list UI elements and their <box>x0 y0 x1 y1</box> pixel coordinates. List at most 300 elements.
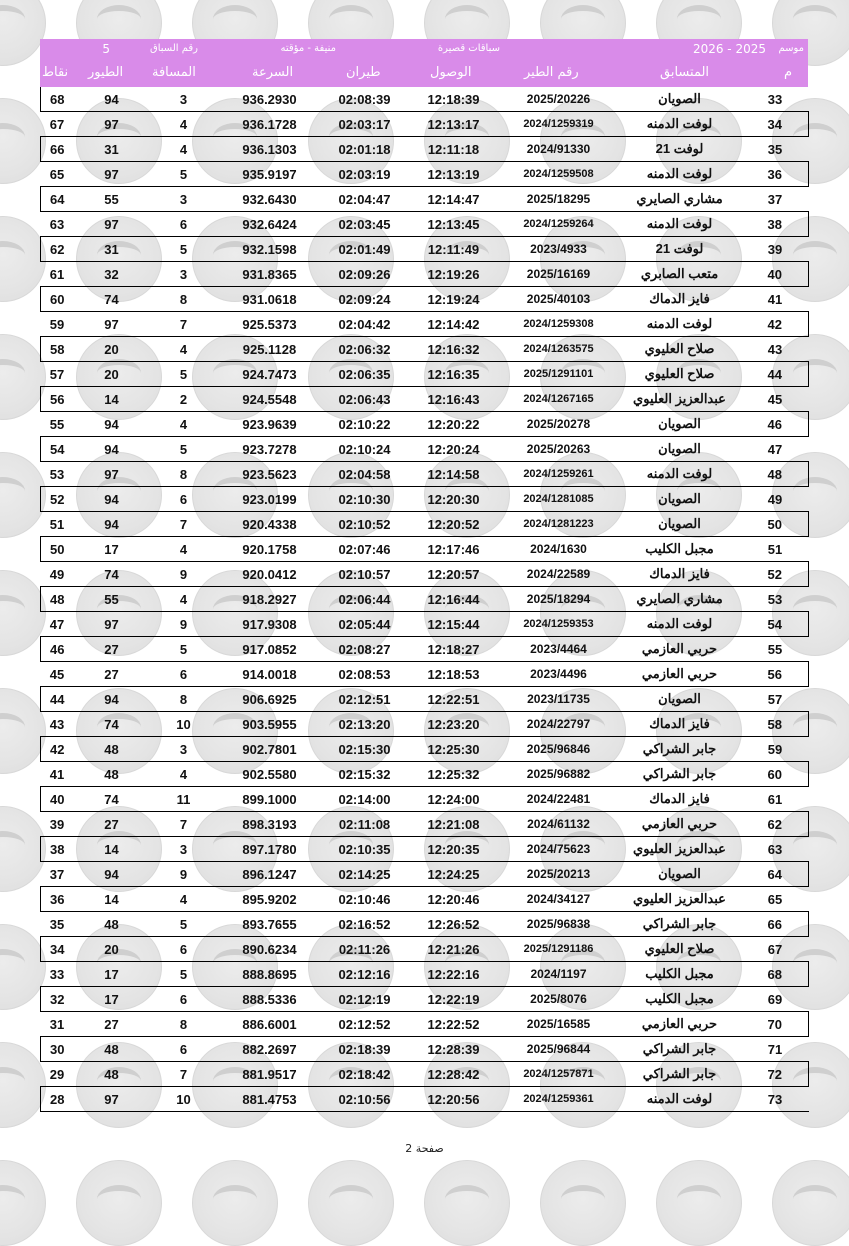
cell-arrival: 12:14:47 <box>408 187 500 212</box>
cell-ring: 2023/4496 <box>500 662 618 687</box>
cell-flight: 02:12:16 <box>322 962 408 987</box>
cell-speed: 899.1000 <box>218 787 322 812</box>
table-row <box>41 212 809 237</box>
cell-speed: 924.7473 <box>218 362 322 387</box>
cell-birds: 55 <box>74 587 150 612</box>
cell-ring: 2024/1259261 <box>500 462 618 487</box>
cell-distance: 4 <box>150 537 218 562</box>
cell-ring: 2024/1259319 <box>500 112 618 137</box>
cell-racer: جابر الشراكي <box>618 762 742 787</box>
cell-distance: 5 <box>150 437 218 462</box>
cell-distance: 3 <box>150 737 218 762</box>
cell-num: 68 <box>742 962 809 987</box>
header-info-bar <box>40 39 808 61</box>
table-row <box>41 1062 809 1087</box>
cell-birds: 74 <box>74 287 150 312</box>
watermark-logo <box>192 1160 278 1246</box>
cell-ring: 2024/1281085 <box>500 487 618 512</box>
cell-distance: 5 <box>150 162 218 187</box>
cell-arrival: 12:13:19 <box>408 162 500 187</box>
cell-flight: 02:03:45 <box>322 212 408 237</box>
cell-birds: 48 <box>74 1062 150 1087</box>
cell-points: 66 <box>41 137 74 162</box>
cell-birds: 94 <box>74 512 150 537</box>
col-header-num: م <box>784 65 793 80</box>
watermark-logo <box>772 1160 849 1246</box>
cell-points: 29 <box>41 1062 74 1087</box>
cell-points: 34 <box>41 937 74 962</box>
cell-racer: عبدالعزيز العليوي <box>618 387 742 412</box>
cell-birds: 48 <box>74 762 150 787</box>
cell-birds: 48 <box>74 1037 150 1062</box>
cell-speed: 918.2927 <box>218 587 322 612</box>
cell-birds: 27 <box>74 662 150 687</box>
cell-num: 64 <box>742 862 809 887</box>
cell-birds: 20 <box>74 337 150 362</box>
cell-arrival: 12:14:58 <box>408 462 500 487</box>
cell-racer: حربي العازمي <box>618 662 742 687</box>
cell-speed: 906.6925 <box>218 687 322 712</box>
cell-distance: 3 <box>150 187 218 212</box>
cell-arrival: 12:20:52 <box>408 512 500 537</box>
cell-arrival: 12:28:39 <box>408 1037 500 1062</box>
cell-flight: 02:10:46 <box>322 887 408 912</box>
cell-points: 41 <box>41 762 74 787</box>
cell-num: 44 <box>742 362 809 387</box>
cell-birds: 20 <box>74 937 150 962</box>
cell-num: 69 <box>742 987 809 1012</box>
watermark-logo <box>656 1160 742 1246</box>
cell-points: 48 <box>41 587 74 612</box>
table-row <box>41 762 809 787</box>
cell-birds: 20 <box>74 362 150 387</box>
cell-points: 51 <box>41 512 74 537</box>
cell-ring: 2024/1263575 <box>500 337 618 362</box>
results-body <box>41 87 809 1112</box>
cell-flight: 02:06:44 <box>322 587 408 612</box>
cell-speed: 925.1128 <box>218 337 322 362</box>
cell-flight: 02:10:22 <box>322 412 408 437</box>
cell-points: 33 <box>41 962 74 987</box>
cell-flight: 02:13:20 <box>322 712 408 737</box>
cell-racer: لوفت الدمنه <box>618 462 742 487</box>
cell-num: 61 <box>742 787 809 812</box>
cell-racer: جابر الشراكي <box>618 1062 742 1087</box>
table-row <box>41 662 809 687</box>
cell-racer: مجبل الكليب <box>618 987 742 1012</box>
cell-birds: 97 <box>74 212 150 237</box>
cell-distance: 10 <box>150 1087 218 1112</box>
cell-ring: 2025/1291186 <box>500 937 618 962</box>
cell-flight: 02:05:44 <box>322 612 408 637</box>
cell-distance: 3 <box>150 87 218 112</box>
cell-distance: 2 <box>150 387 218 412</box>
cell-racer: الصويان <box>618 862 742 887</box>
cell-birds: 94 <box>74 687 150 712</box>
cell-points: 32 <box>41 987 74 1012</box>
cell-num: 58 <box>742 712 809 737</box>
cell-birds: 94 <box>74 412 150 437</box>
cell-points: 31 <box>41 1012 74 1037</box>
cell-birds: 97 <box>74 112 150 137</box>
cell-num: 47 <box>742 437 809 462</box>
cell-points: 50 <box>41 537 74 562</box>
cell-birds: 74 <box>74 562 150 587</box>
cell-arrival: 12:13:17 <box>408 112 500 137</box>
cell-speed: 925.5373 <box>218 312 322 337</box>
cell-birds: 31 <box>74 237 150 262</box>
cell-points: 37 <box>41 862 74 887</box>
cell-speed: 936.1728 <box>218 112 322 137</box>
table-row <box>41 237 809 262</box>
table-row <box>41 1012 809 1037</box>
cell-speed: 923.0199 <box>218 487 322 512</box>
cell-arrival: 12:19:26 <box>408 262 500 287</box>
cell-speed: 923.5623 <box>218 462 322 487</box>
cell-flight: 02:07:46 <box>322 537 408 562</box>
cell-racer: الصويان <box>618 412 742 437</box>
cell-points: 45 <box>41 662 74 687</box>
cell-arrival: 12:21:08 <box>408 812 500 837</box>
col-header-speed: السرعة <box>252 65 294 80</box>
cell-points: 35 <box>41 912 74 937</box>
cell-racer: مجبل الكليب <box>618 537 742 562</box>
cell-racer: لوفت الدمنه <box>618 212 742 237</box>
cell-arrival: 12:13:45 <box>408 212 500 237</box>
cell-speed: 888.8695 <box>218 962 322 987</box>
cell-birds: 48 <box>74 912 150 937</box>
cell-arrival: 12:17:46 <box>408 537 500 562</box>
cell-flight: 02:10:57 <box>322 562 408 587</box>
cell-racer: لوفت الدمنه <box>618 1087 742 1112</box>
cell-points: 39 <box>41 812 74 837</box>
race-status: منيفة - مؤقته <box>280 43 336 54</box>
cell-arrival: 12:25:30 <box>408 737 500 762</box>
race-type: سباقات قصيرة <box>437 43 500 54</box>
cell-speed: 886.6001 <box>218 1012 322 1037</box>
table-row <box>41 337 809 362</box>
cell-num: 41 <box>742 287 809 312</box>
cell-birds: 74 <box>74 787 150 812</box>
table-row <box>41 737 809 762</box>
cell-birds: 27 <box>74 637 150 662</box>
cell-arrival: 12:14:42 <box>408 312 500 337</box>
cell-points: 49 <box>41 562 74 587</box>
cell-ring: 2024/22481 <box>500 787 618 812</box>
cell-points: 60 <box>41 287 74 312</box>
watermark-logo <box>0 1160 46 1246</box>
cell-arrival: 12:20:46 <box>408 887 500 912</box>
cell-arrival: 12:16:32 <box>408 337 500 362</box>
table-row <box>41 262 809 287</box>
cell-points: 58 <box>41 337 74 362</box>
cell-num: 35 <box>742 137 809 162</box>
table-row <box>41 312 809 337</box>
cell-ring: 2025/20226 <box>500 87 618 112</box>
table-row <box>41 137 809 162</box>
table-row <box>41 787 809 812</box>
cell-ring: 2024/1267165 <box>500 387 618 412</box>
table-row <box>41 87 809 112</box>
cell-arrival: 12:22:16 <box>408 962 500 987</box>
cell-flight: 02:12:52 <box>322 1012 408 1037</box>
cell-num: 70 <box>742 1012 809 1037</box>
cell-racer: متعب الصابري <box>618 262 742 287</box>
watermark-logo <box>308 1160 394 1246</box>
table-row <box>41 1087 809 1112</box>
cell-points: 64 <box>41 187 74 212</box>
cell-speed: 936.2930 <box>218 87 322 112</box>
cell-speed: 914.0018 <box>218 662 322 687</box>
cell-num: 45 <box>742 387 809 412</box>
cell-num: 38 <box>742 212 809 237</box>
cell-speed: 898.3193 <box>218 812 322 837</box>
cell-speed: 893.7655 <box>218 912 322 937</box>
table-row <box>41 112 809 137</box>
cell-num: 62 <box>742 812 809 837</box>
cell-distance: 6 <box>150 1037 218 1062</box>
cell-flight: 02:12:51 <box>322 687 408 712</box>
cell-arrival: 12:20:30 <box>408 487 500 512</box>
cell-speed: 932.6424 <box>218 212 322 237</box>
cell-flight: 02:03:17 <box>322 112 408 137</box>
cell-arrival: 12:20:57 <box>408 562 500 587</box>
col-header-ring: رقم الطير <box>524 65 579 80</box>
cell-ring: 2023/4933 <box>500 237 618 262</box>
page-footer <box>0 1142 849 1155</box>
cell-racer: حربي العازمي <box>618 812 742 837</box>
cell-distance: 5 <box>150 962 218 987</box>
cell-distance: 4 <box>150 112 218 137</box>
cell-distance: 3 <box>150 262 218 287</box>
cell-speed: 895.9202 <box>218 887 322 912</box>
cell-arrival: 12:18:39 <box>408 87 500 112</box>
cell-num: 56 <box>742 662 809 687</box>
cell-racer: حربي العازمي <box>618 1012 742 1037</box>
table-row <box>41 487 809 512</box>
cell-birds: 97 <box>74 162 150 187</box>
cell-ring: 2024/1259353 <box>500 612 618 637</box>
cell-speed: 896.1247 <box>218 862 322 887</box>
results-table <box>40 87 809 1112</box>
cell-arrival: 12:28:42 <box>408 1062 500 1087</box>
cell-distance: 9 <box>150 862 218 887</box>
cell-racer: صلاح العليوي <box>618 362 742 387</box>
cell-birds: 27 <box>74 812 150 837</box>
cell-flight: 02:14:25 <box>322 862 408 887</box>
cell-distance: 5 <box>150 912 218 937</box>
cell-racer: جابر الشراكي <box>618 912 742 937</box>
cell-racer: الصويان <box>618 487 742 512</box>
cell-num: 50 <box>742 512 809 537</box>
cell-num: 37 <box>742 187 809 212</box>
cell-flight: 02:10:24 <box>322 437 408 462</box>
cell-points: 59 <box>41 312 74 337</box>
cell-distance: 6 <box>150 937 218 962</box>
cell-distance: 8 <box>150 687 218 712</box>
cell-ring: 2025/40103 <box>500 287 618 312</box>
cell-racer: صلاح العليوي <box>618 937 742 962</box>
cell-ring: 2025/96882 <box>500 762 618 787</box>
cell-flight: 02:10:52 <box>322 512 408 537</box>
cell-points: 47 <box>41 612 74 637</box>
table-row <box>41 562 809 587</box>
cell-num: 52 <box>742 562 809 587</box>
cell-ring: 2025/18295 <box>500 187 618 212</box>
cell-num: 63 <box>742 837 809 862</box>
cell-speed: 920.0412 <box>218 562 322 587</box>
table-row <box>41 687 809 712</box>
cell-ring: 2024/22797 <box>500 712 618 737</box>
cell-birds: 94 <box>74 862 150 887</box>
cell-flight: 02:10:30 <box>322 487 408 512</box>
cell-num: 59 <box>742 737 809 762</box>
cell-racer: فايز الدماك <box>618 287 742 312</box>
table-row <box>41 637 809 662</box>
cell-birds: 74 <box>74 712 150 737</box>
cell-speed: 936.1303 <box>218 137 322 162</box>
cell-num: 33 <box>742 87 809 112</box>
cell-ring: 2023/11735 <box>500 687 618 712</box>
col-header-distance: المسافة <box>152 65 196 80</box>
cell-ring: 2024/34127 <box>500 887 618 912</box>
cell-speed: 923.9639 <box>218 412 322 437</box>
col-header-flight: طيران <box>346 65 381 80</box>
cell-speed: 882.2697 <box>218 1037 322 1062</box>
cell-speed: 890.6234 <box>218 937 322 962</box>
table-row <box>41 837 809 862</box>
cell-points: 56 <box>41 387 74 412</box>
cell-arrival: 12:11:49 <box>408 237 500 262</box>
cell-arrival: 12:18:27 <box>408 637 500 662</box>
cell-racer: الصويان <box>618 687 742 712</box>
cell-ring: 2025/20213 <box>500 862 618 887</box>
cell-num: 65 <box>742 887 809 912</box>
cell-flight: 02:11:26 <box>322 937 408 962</box>
table-row <box>41 712 809 737</box>
cell-birds: 48 <box>74 737 150 762</box>
cell-arrival: 12:15:44 <box>408 612 500 637</box>
cell-flight: 02:15:30 <box>322 737 408 762</box>
cell-num: 60 <box>742 762 809 787</box>
cell-flight: 02:01:18 <box>322 137 408 162</box>
cell-flight: 02:03:19 <box>322 162 408 187</box>
page-number: 2 <box>405 1142 413 1155</box>
cell-racer: جابر الشراكي <box>618 1037 742 1062</box>
cell-arrival: 12:24:00 <box>408 787 500 812</box>
cell-distance: 9 <box>150 612 218 637</box>
cell-birds: 97 <box>74 462 150 487</box>
table-row <box>41 887 809 912</box>
cell-points: 30 <box>41 1037 74 1062</box>
table-row <box>41 362 809 387</box>
cell-speed: 902.7801 <box>218 737 322 762</box>
cell-distance: 7 <box>150 812 218 837</box>
cell-flight: 02:04:42 <box>322 312 408 337</box>
cell-speed: 931.8365 <box>218 262 322 287</box>
table-row <box>41 412 809 437</box>
cell-speed: 931.0618 <box>218 287 322 312</box>
col-header-birds: الطيور <box>88 65 124 80</box>
cell-num: 36 <box>742 162 809 187</box>
cell-distance: 6 <box>150 487 218 512</box>
cell-flight: 02:06:35 <box>322 362 408 387</box>
cell-points: 38 <box>41 837 74 862</box>
cell-points: 53 <box>41 462 74 487</box>
cell-ring: 2024/61132 <box>500 812 618 837</box>
cell-flight: 02:10:35 <box>322 837 408 862</box>
race-number-label: رقم السباق <box>149 43 198 54</box>
table-row <box>41 162 809 187</box>
cell-ring: 2025/16169 <box>500 262 618 287</box>
cell-arrival: 12:18:53 <box>408 662 500 687</box>
cell-birds: 31 <box>74 137 150 162</box>
cell-racer: لوفت 21 <box>618 137 742 162</box>
cell-points: 61 <box>41 262 74 287</box>
cell-flight: 02:08:27 <box>322 637 408 662</box>
cell-points: 28 <box>41 1087 74 1112</box>
cell-birds: 14 <box>74 837 150 862</box>
cell-points: 62 <box>41 237 74 262</box>
cell-num: 46 <box>742 412 809 437</box>
cell-birds: 32 <box>74 262 150 287</box>
column-header-bar <box>40 61 808 87</box>
cell-arrival: 12:25:32 <box>408 762 500 787</box>
watermark-logo <box>540 1160 626 1246</box>
cell-arrival: 12:26:52 <box>408 912 500 937</box>
cell-ring: 2024/1630 <box>500 537 618 562</box>
cell-flight: 02:09:26 <box>322 262 408 287</box>
cell-points: 65 <box>41 162 74 187</box>
cell-racer: عبدالعزيز العليوي <box>618 837 742 862</box>
cell-arrival: 12:22:19 <box>408 987 500 1012</box>
table-row <box>41 512 809 537</box>
cell-arrival: 12:20:35 <box>408 837 500 862</box>
cell-num: 51 <box>742 537 809 562</box>
cell-num: 57 <box>742 687 809 712</box>
cell-num: 49 <box>742 487 809 512</box>
cell-speed: 935.9197 <box>218 162 322 187</box>
cell-birds: 97 <box>74 312 150 337</box>
cell-birds: 17 <box>74 987 150 1012</box>
watermark-logo <box>424 1160 510 1246</box>
cell-ring: 2024/1259361 <box>500 1087 618 1112</box>
cell-ring: 2025/16585 <box>500 1012 618 1037</box>
cell-points: 57 <box>41 362 74 387</box>
cell-distance: 4 <box>150 137 218 162</box>
cell-distance: 10 <box>150 712 218 737</box>
cell-racer: لوفت الدمنه <box>618 312 742 337</box>
cell-ring: 2025/8076 <box>500 987 618 1012</box>
cell-ring: 2024/1197 <box>500 962 618 987</box>
cell-ring: 2025/20278 <box>500 412 618 437</box>
cell-speed: 924.5548 <box>218 387 322 412</box>
cell-racer: فايز الدماك <box>618 712 742 737</box>
cell-ring: 2025/96838 <box>500 912 618 937</box>
cell-racer: مشاري الصايري <box>618 187 742 212</box>
cell-arrival: 12:24:25 <box>408 862 500 887</box>
cell-points: 42 <box>41 737 74 762</box>
table-row <box>41 462 809 487</box>
cell-speed: 932.6430 <box>218 187 322 212</box>
cell-distance: 5 <box>150 237 218 262</box>
cell-speed: 881.4753 <box>218 1087 322 1112</box>
cell-ring: 2024/1281223 <box>500 512 618 537</box>
season-label: موسم <box>778 43 804 54</box>
cell-points: 54 <box>41 437 74 462</box>
cell-ring: 2024/91330 <box>500 137 618 162</box>
cell-distance: 6 <box>150 212 218 237</box>
